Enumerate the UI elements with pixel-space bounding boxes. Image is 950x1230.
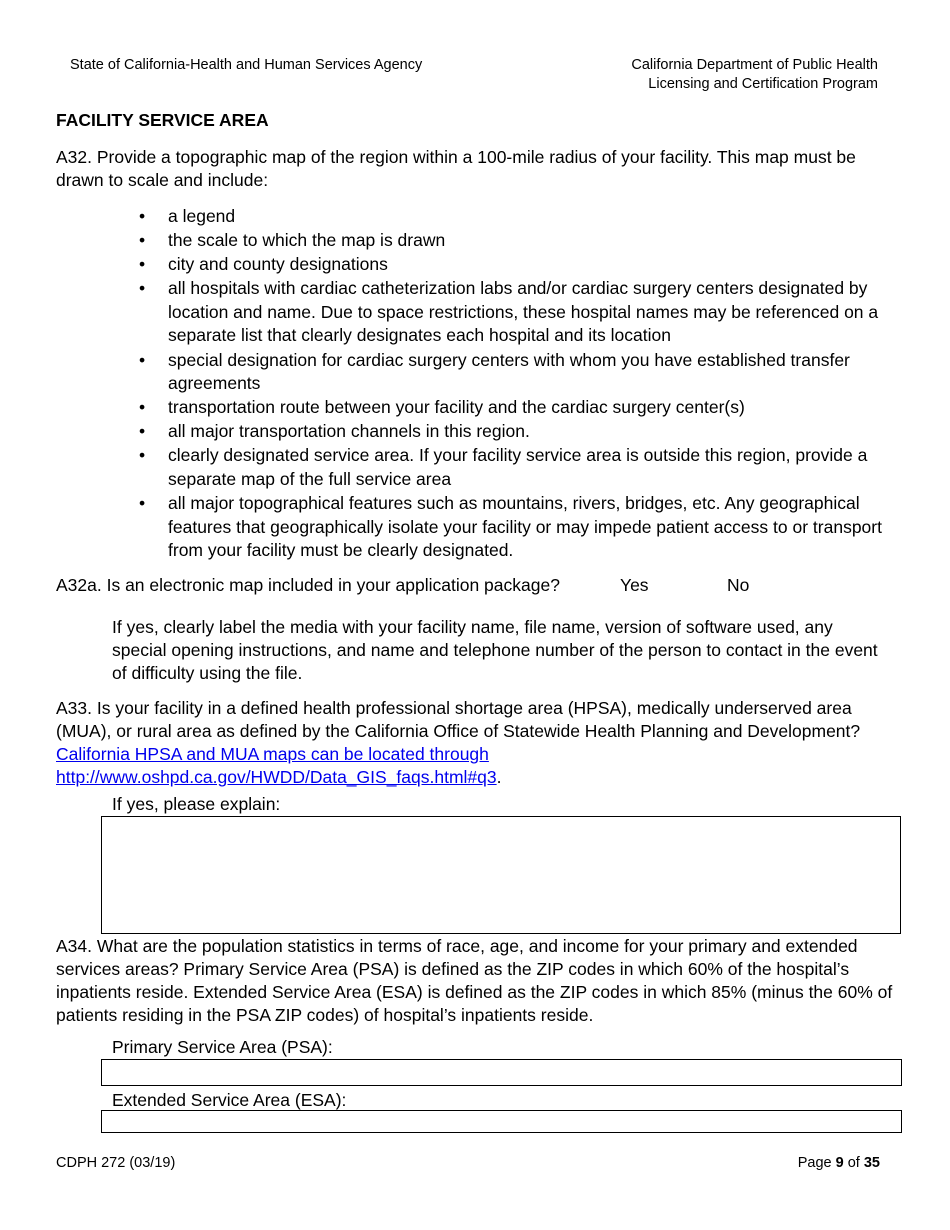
- oshpd-url-link[interactable]: http://www.oshpd.ca.gov/HWDD/Data_GIS_faqs.html#q3: [56, 767, 497, 787]
- bullet-glyph: •: [139, 397, 146, 418]
- footer-form-id: CDPH 272 (03/19): [56, 1155, 176, 1171]
- header-program: Licensing and Certification Program: [648, 76, 878, 92]
- esa-input-field[interactable]: [101, 1110, 902, 1133]
- a32-bullet-item: [139, 253, 907, 277]
- header-agency: State of California-Health and Human Services Agency: [70, 57, 423, 73]
- a32-bullet-list: [139, 205, 907, 563]
- a32-bullet-text: clearly designated service area. If your facility service area is outside this region, provide a separate map of the full service area: [168, 445, 868, 490]
- a33-explain-field[interactable]: [101, 816, 901, 934]
- bullet-glyph: •: [139, 445, 146, 466]
- a32-bullet-text: a legend: [168, 206, 236, 226]
- page-number: 9: [835, 1155, 844, 1171]
- a32-bullet-item: [139, 277, 907, 348]
- psa-input-field[interactable]: [101, 1059, 902, 1086]
- header-department: California Department of Public Health: [631, 57, 878, 73]
- footer-page-indicator: [798, 1155, 880, 1171]
- bullet-glyph: •: [139, 206, 146, 226]
- psa-label: Primary Service Area (PSA):: [112, 1037, 333, 1057]
- section-title: FACILITY SERVICE AREA: [56, 110, 269, 130]
- a32-bullet-text: all major topographical features such as mountains, rivers, bridges, etc. Any geographical features that geographically isolate your facility or may impede patient access to or transport from your facility must be clearly designated.: [168, 493, 882, 561]
- bullet-glyph: •: [139, 230, 146, 251]
- a33-explain-label: If yes, please explain:: [112, 794, 281, 814]
- a33-question-block: [56, 697, 896, 789]
- page-total: 35: [863, 1155, 880, 1171]
- a32-bullet-item: [139, 349, 907, 396]
- bullet-glyph: •: [139, 254, 146, 275]
- a32-bullet-text: all major transportation channels in this region.: [168, 421, 530, 442]
- a32-bullet-text: special designation for cardiac surgery centers with whom you have established transfer agreements: [168, 349, 850, 394]
- a32-intro: A32. Provide a topographic map of the region within a 100-mile radius of your facility. This map must be drawn to scale and include:: [56, 147, 856, 190]
- bullet-glyph: •: [139, 349, 146, 370]
- a32-bullet-item: [139, 420, 907, 444]
- a32-bullet-item: [139, 229, 907, 253]
- a32a-instructions: If yes, clearly label the media with your facility name, file name, version of software used, any special opening instructions, and name and telephone number of the person to contact in the event of difficulty using the file.: [112, 617, 878, 683]
- a32-bullet-text: all hospitals with cardiac catheterization labs and/or cardiac surgery centers designated by location and name. Due to space restrictions, these hospital names may be referenced on a separate list that clearly designates each hospital and its location: [168, 278, 879, 346]
- bullet-glyph: •: [139, 493, 146, 514]
- a32-bullet-item: [139, 444, 907, 491]
- a34-question: A34. What are the population statistics in terms of race, age, and income for your primary and extended services areas? Primary Service Area (PSA) is defined as the ZIP codes in which 60% of the hospital’s inpatients reside. Extended Service Area (ESA) is defined as the ZIP codes in which 85% (minus the 60% of patients residing in the PSA ZIP codes) of hospital’s inpatients reside.: [56, 936, 893, 1025]
- a32-bullet-item: [139, 205, 907, 229]
- bullet-glyph: •: [139, 421, 146, 442]
- a33-link-period: .: [496, 767, 502, 787]
- a32-bullet-text: transportation route between your facility and the cardiac surgery center(s): [168, 397, 745, 418]
- bullet-glyph: •: [139, 278, 146, 299]
- page-prefix: Page: [797, 1155, 836, 1171]
- a32-bullet-item: [139, 492, 907, 563]
- a32-bullet-text: the scale to which the map is drawn: [168, 230, 446, 251]
- header-department-block: [631, 56, 878, 94]
- page-of: of: [843, 1155, 864, 1171]
- a32a-question: A32a. Is an electronic map included in your application package?: [56, 575, 560, 595]
- a32a-yes-option[interactable]: Yes: [620, 575, 649, 595]
- a32-bullet-item: [139, 396, 907, 420]
- a32a-question-row: [56, 574, 560, 597]
- hpsa-mua-link[interactable]: California HPSA and MUA maps can be located through: [56, 744, 489, 764]
- a33-question: A33. Is your facility in a defined health professional shortage area (HPSA), medically underserved area (MUA), or rural area as defined by the California Office of Statewide Health Planning and Development?: [56, 698, 861, 741]
- esa-label: Extended Service Area (ESA):: [112, 1090, 347, 1110]
- a32-bullet-text: city and county designations: [168, 254, 388, 275]
- a32a-no-option[interactable]: No: [727, 575, 750, 595]
